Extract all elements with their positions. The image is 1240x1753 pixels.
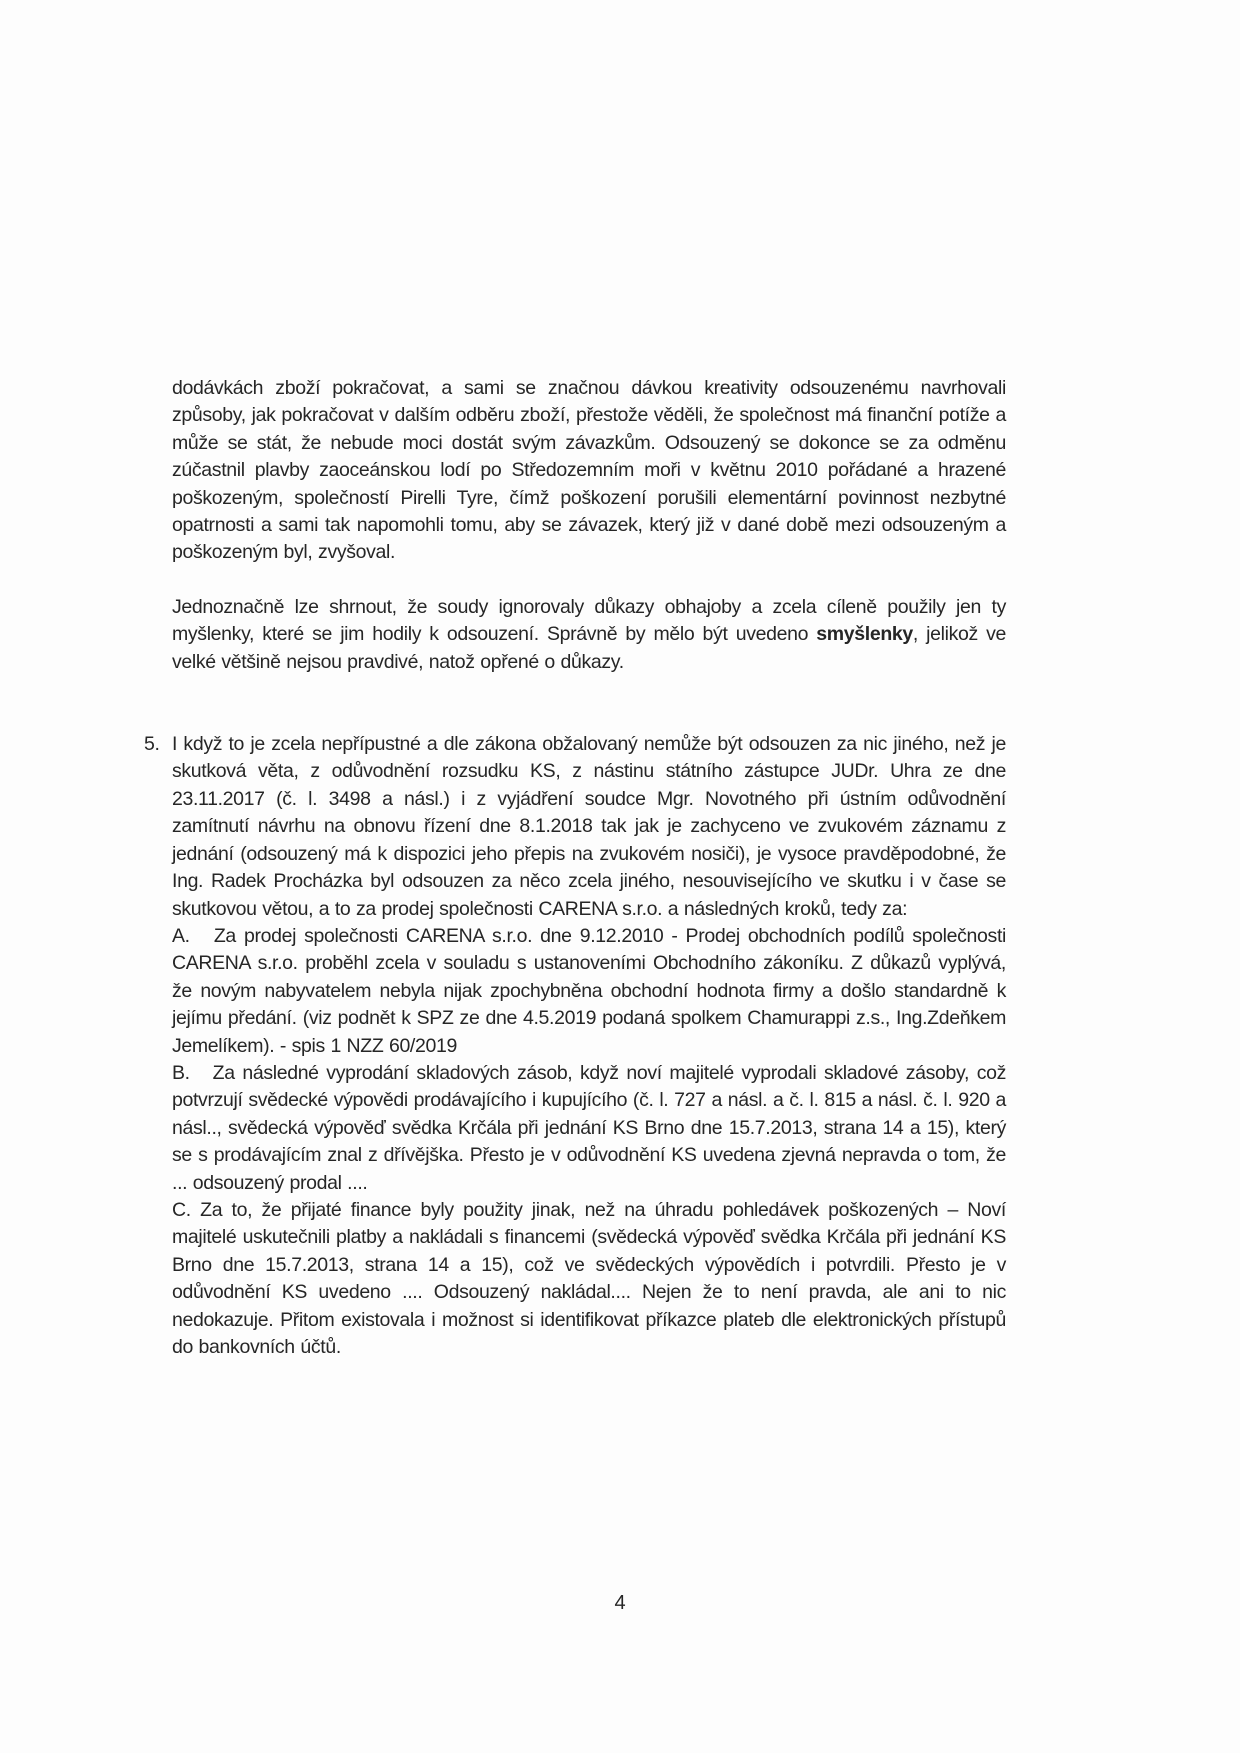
sub-item-c [172, 1197, 1006, 1361]
summary-text-before: Jednoznačně lze shrnout, že soudy ignorovaly důkazy obhajoby a zcela cíleně použily jen ty myšlenky, které se jim hodily k odsouzení. Správně by mělo být uvedeno [172, 595, 1006, 646]
sub-item-b [172, 1060, 1006, 1197]
sub-item-a [172, 923, 1006, 1060]
list-item-text: I když to je zcela nepřípustné a dle zákona obžalovaný nemůže být odsouzen za nic jiného, než je skutková věta, z odůvodnění rozsudku KS, z nástinu státního zástupce JUDr. Uhra ze dne 23.11.2017 (č. l. 3498 a násl.) i z vyjádření soudce Mgr. Novotného při ústním odůvodnění zamítnutí návrhu na obnovu řízení dne 8.1.2018 tak jak je zachyceno ve zvukovém záznamu z jednání (odsouzený má k dispozici jeho přepis na zvukovém nosiči), je vysoce pravděpodobné, že Ing. Radek Procházka byl odsouzen za něco zcela jiného, nesouvisejícího ve skutku i v čase se skutkovou větou, a to za prodej společnosti CARENA s.r.o. a následných kroků, tedy za: [172, 733, 1006, 920]
emphasis-smyslenky: smyšlenky [816, 623, 913, 646]
list-number: 5. [144, 733, 160, 756]
page-number: 4 [614, 1592, 626, 1614]
sub-item-label-a: A. [172, 924, 190, 947]
sub-item-label-b: B. [172, 1061, 190, 1084]
summary-text-after: , jelikož ve velké většině nejsou pravdivé, natož opřené o důkazy. [172, 623, 1006, 673]
numbered-list-item-5 [144, 731, 1006, 1361]
document-body [144, 375, 1006, 1361]
paragraph-continuation: dodávkách zboží pokračovat, a sami se značnou dávkou kreativity odsouzenému navrhovali způsoby, jak pokračovat v dalším odběru zboží, přestože věděli, že společnost má finanční potíže a může se stát, že nebude moci dostát svým závazkům. Odsouzený se dokonce se za odměnu zúčastnil plavby zaoceánskou lodí po Středozemním moři v květnu 2010 pořádané a hrazené poškozeným, společností Pirelli Tyre, čímž poškození porušili elementární povinnost nezbytné opatrnosti a sami tak napomohli tomu, aby se závazek, který již v dané době mezi odsouzeným a poškozeným byl, zvyšoval. [172, 377, 1006, 564]
sub-item-text-c: Za to, že přijaté finance byly použity jinak, než na úhradu pohledávek poškozených – Noví majitelé uskutečnili platby a nakládali s financemi (svědecká výpověď svědka Krčála při jednání KS Brno dne 15.7.2013, strana 14 a 15), což ve svědeckých výpovědích i potvrdili. Přesto je v odůvodnění KS uvedeno .... Odsouzený nakládal.... Nejen že to není pravda, ale ani to nic nedokazuje. Přitom existovala i možnost si identifikovat příkazce plateb dle elektronických přístupů do bankovních účtů. [172, 1198, 1006, 1358]
sub-item-label-c: C. [172, 1198, 191, 1221]
paragraph-summary [172, 594, 1006, 676]
sub-item-text-a: Za prodej společnosti CARENA s.r.o. dne 9.12.2010 - Prodej obchodních podílů společnosti CARENA s.r.o. proběhl zcela v souladu s ustanoveními Obchodního zákoníku. Z důkazů vyplývá, že novým nabyvatelem nebyla nijak zpochybněna obchodní hodnota firmy a došlo standardně k jejímu předání. (viz podnět k SPZ ze dne 4.5.2019 podaná spolkem Chamurappi z.s., Ing.Zdeňkem Jemelíkem). - spis 1 NZZ 60/2019 [172, 924, 1006, 1057]
sub-item-text-b: Za následné vyprodání skladových zásob, když noví majitelé vyprodali skladové zásoby, což potvrzují svědecké výpovědi prodávajícího i kupujícího (č. l. 727 a násl. a č. l. 815 a násl. č. l. 920 a násl.., svědecká výpověď svědka Krčála při jednání KS Brno dne 15.7.2013, strana 14 a 15), který se s prodávajícím znal z dřívějška. Přesto je v odůvodnění KS uvedena zjevná nepravda o tom, že ... odsouzený prodal .... [172, 1061, 1006, 1194]
